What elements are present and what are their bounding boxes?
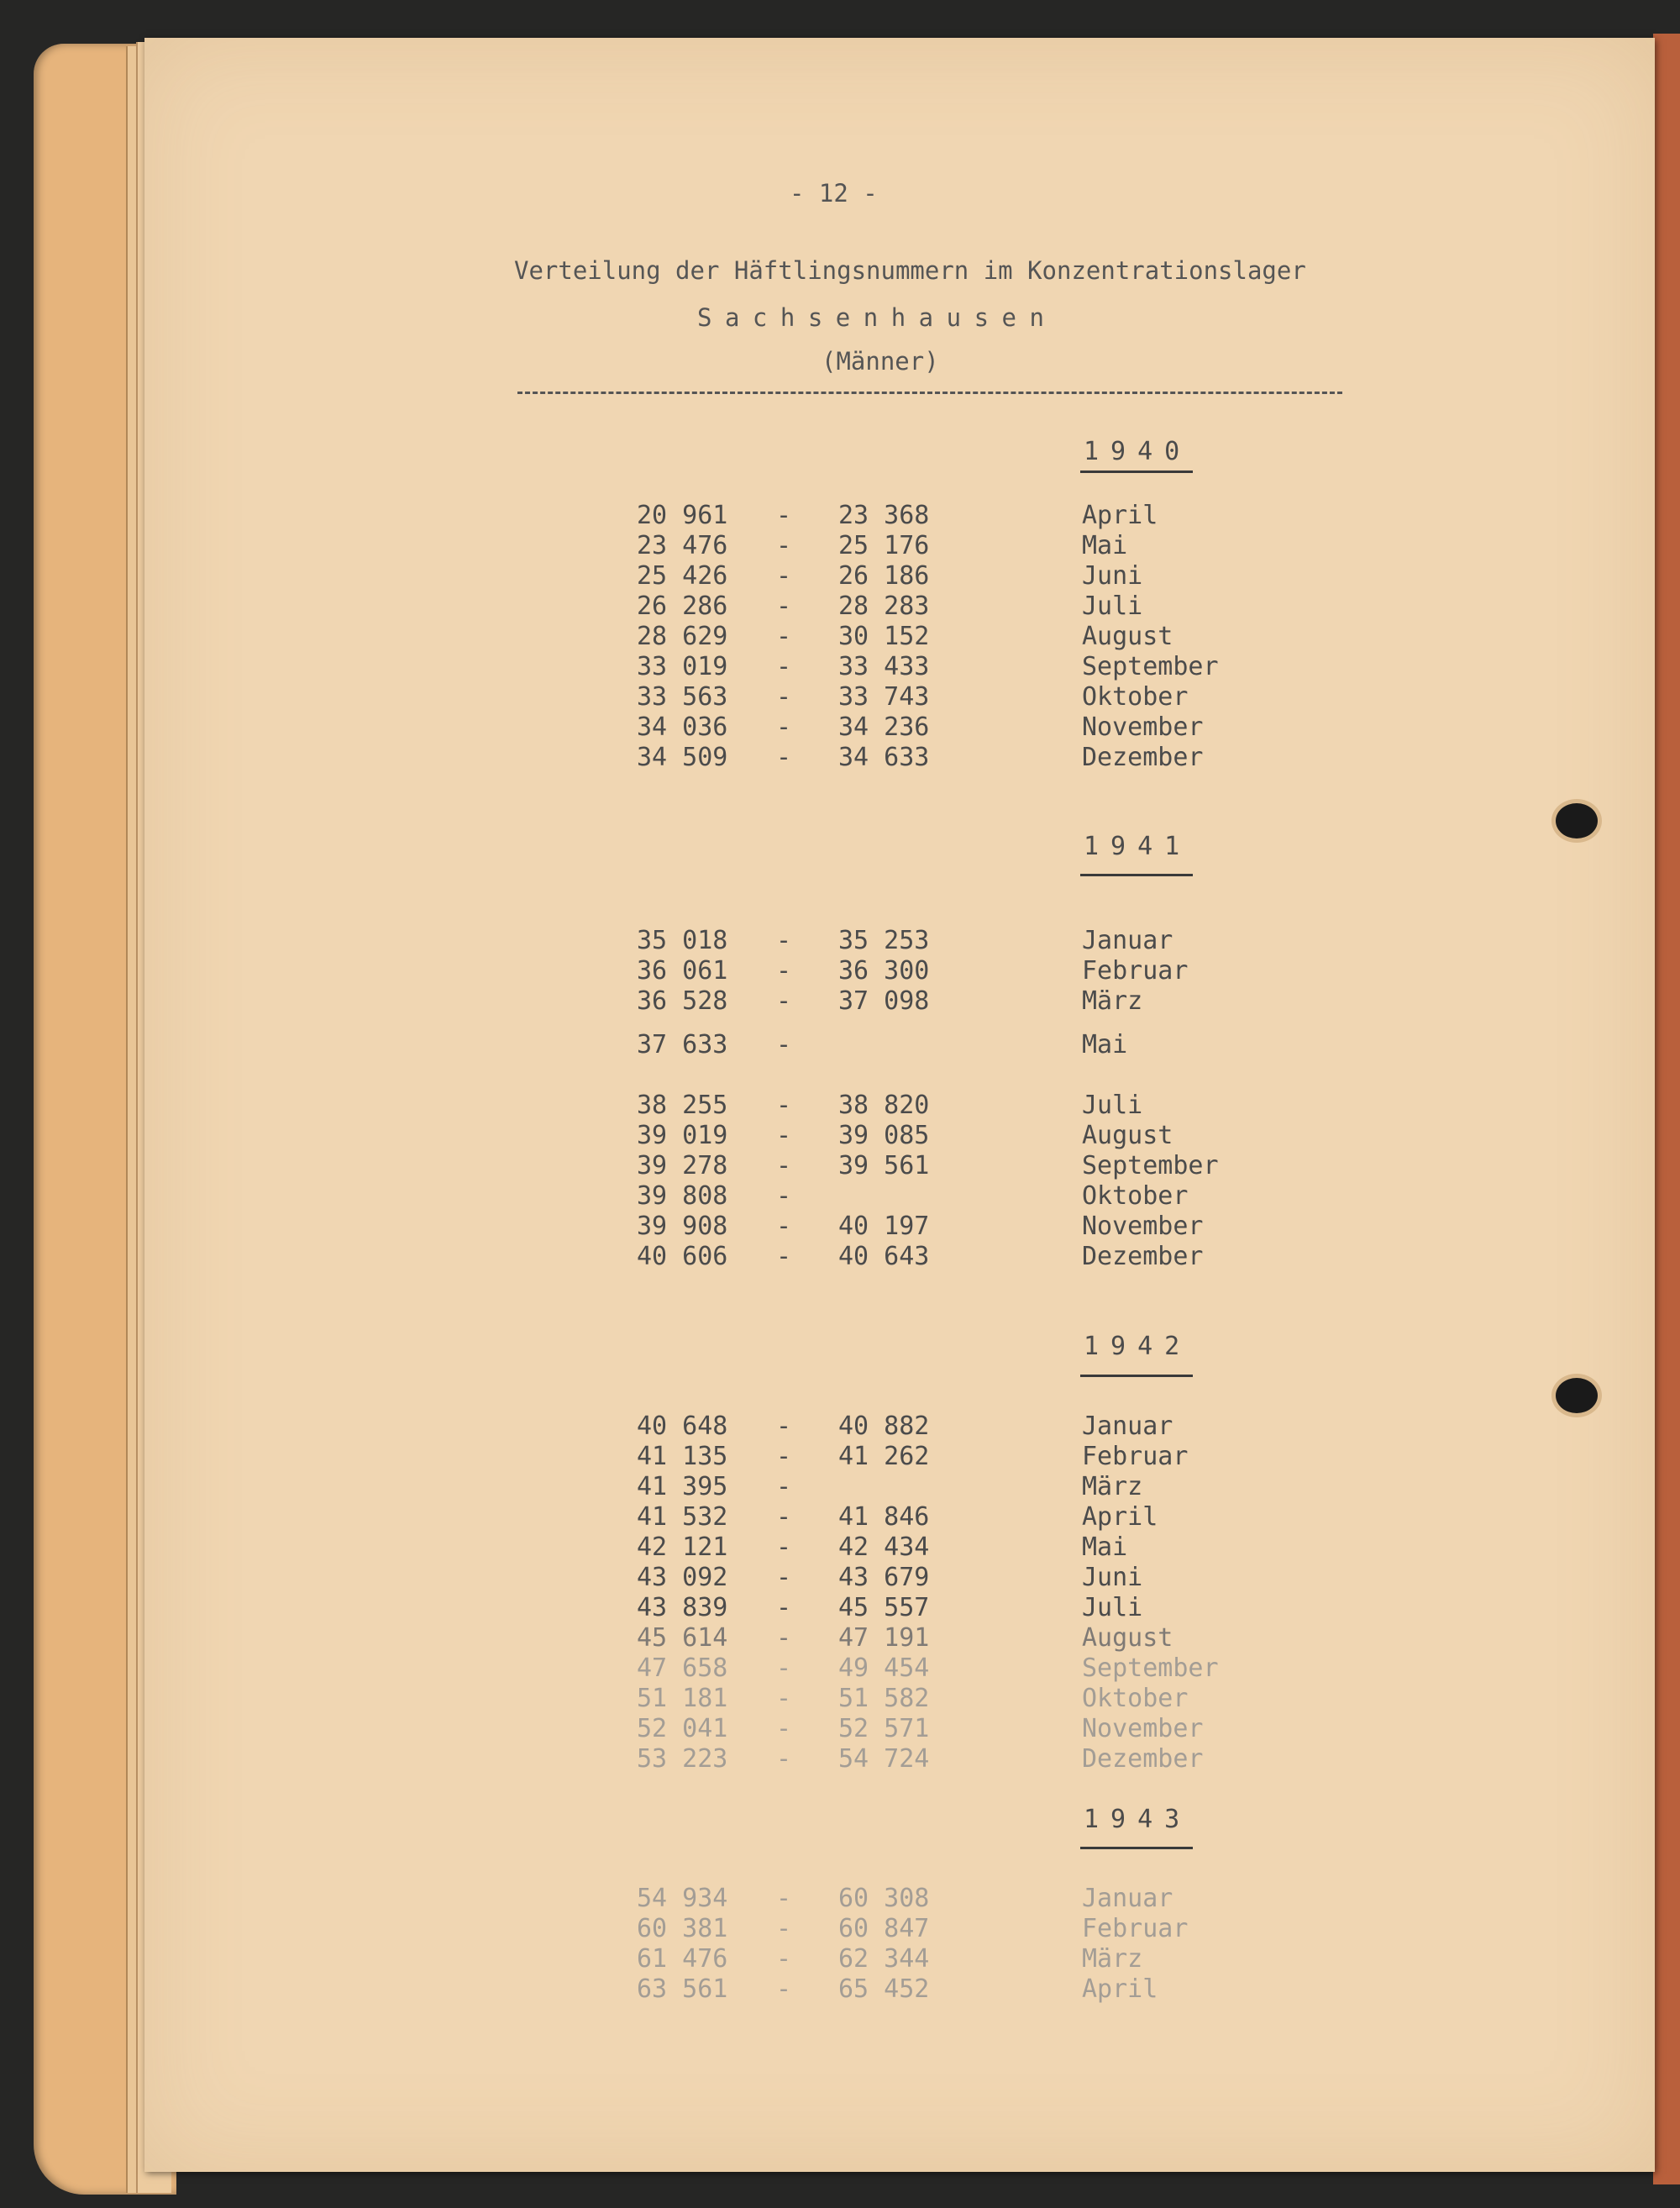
dashed-rule bbox=[517, 392, 1342, 394]
range-start-number: 37 633 bbox=[637, 1030, 728, 1059]
month-label: Juli bbox=[1082, 1091, 1143, 1120]
range-dash: - bbox=[776, 926, 792, 955]
range-start-number: 51 181 bbox=[637, 1684, 728, 1713]
month-label: Oktober bbox=[1082, 1181, 1189, 1211]
range-start-number: 23 476 bbox=[637, 531, 728, 560]
range-end-number: 37 098 bbox=[838, 986, 930, 1016]
range-start-number: 28 629 bbox=[637, 622, 728, 651]
range-dash: - bbox=[776, 1121, 792, 1150]
range-dash: - bbox=[776, 956, 792, 986]
range-dash: - bbox=[776, 1653, 792, 1683]
range-start-number: 54 934 bbox=[637, 1884, 728, 1913]
year-underline bbox=[1080, 1847, 1193, 1849]
year-underline bbox=[1080, 471, 1193, 473]
range-dash: - bbox=[776, 1442, 792, 1471]
range-end-number: 34 236 bbox=[838, 712, 930, 742]
range-end-number: 51 582 bbox=[838, 1684, 930, 1713]
range-dash: - bbox=[776, 591, 792, 621]
range-dash: - bbox=[776, 652, 792, 681]
range-dash: - bbox=[776, 561, 792, 591]
range-dash: - bbox=[776, 1030, 792, 1059]
range-end-number: 42 434 bbox=[838, 1532, 930, 1562]
range-end-number: 35 253 bbox=[838, 926, 930, 955]
month-label: September bbox=[1082, 652, 1219, 681]
year-heading: 1943 bbox=[1084, 1805, 1192, 1834]
range-start-number: 63 561 bbox=[637, 1974, 728, 2004]
range-dash: - bbox=[776, 1151, 792, 1180]
range-start-number: 36 528 bbox=[637, 986, 728, 1016]
range-end-number: 39 085 bbox=[838, 1121, 930, 1150]
range-end-number: 40 882 bbox=[838, 1412, 930, 1441]
range-dash: - bbox=[776, 986, 792, 1016]
range-start-number: 41 135 bbox=[637, 1442, 728, 1471]
month-label: Juli bbox=[1082, 591, 1143, 621]
range-end-number: 62 344 bbox=[838, 1944, 930, 1974]
camp-name: Sachsenhausen bbox=[697, 303, 1058, 332]
range-end-number: 52 571 bbox=[838, 1714, 930, 1743]
range-dash: - bbox=[776, 1884, 792, 1913]
month-label: Dezember bbox=[1082, 1744, 1204, 1774]
range-start-number: 33 019 bbox=[637, 652, 728, 681]
range-end-number: 40 643 bbox=[838, 1242, 930, 1271]
range-end-number: 25 176 bbox=[838, 531, 930, 560]
month-label: März bbox=[1082, 1944, 1143, 1974]
month-label: September bbox=[1082, 1653, 1219, 1683]
range-end-number: 23 368 bbox=[838, 501, 930, 530]
month-label: Oktober bbox=[1082, 682, 1189, 712]
range-dash: - bbox=[776, 1242, 792, 1271]
range-start-number: 36 061 bbox=[637, 956, 728, 986]
range-end-number: 41 846 bbox=[838, 1502, 930, 1532]
month-label: November bbox=[1082, 712, 1204, 742]
range-dash: - bbox=[776, 1502, 792, 1532]
range-end-number: 54 724 bbox=[838, 1744, 930, 1774]
range-end-number: 43 679 bbox=[838, 1563, 930, 1592]
month-label: Mai bbox=[1082, 1532, 1128, 1562]
month-label: Dezember bbox=[1082, 1242, 1204, 1271]
range-start-number: 26 286 bbox=[637, 591, 728, 621]
range-dash: - bbox=[776, 1212, 792, 1241]
range-dash: - bbox=[776, 682, 792, 712]
document-title: Verteilung der Häftlingsnummern im Konzentrationslager bbox=[514, 256, 1306, 285]
range-end-number: 38 820 bbox=[838, 1091, 930, 1120]
range-dash: - bbox=[776, 1472, 792, 1501]
month-label: September bbox=[1082, 1151, 1219, 1180]
month-label: Juni bbox=[1082, 561, 1143, 591]
range-dash: - bbox=[776, 1563, 792, 1592]
range-start-number: 43 092 bbox=[637, 1563, 728, 1592]
range-dash: - bbox=[776, 1532, 792, 1562]
range-start-number: 33 563 bbox=[637, 682, 728, 712]
range-start-number: 60 381 bbox=[637, 1914, 728, 1943]
range-start-number: 53 223 bbox=[637, 1744, 728, 1774]
range-end-number: 60 847 bbox=[838, 1914, 930, 1943]
year-underline bbox=[1080, 1375, 1193, 1377]
month-label: Februar bbox=[1082, 1914, 1189, 1943]
range-start-number: 38 255 bbox=[637, 1091, 728, 1120]
month-label: Januar bbox=[1082, 926, 1173, 955]
subtitle-men: (Männer) bbox=[822, 347, 939, 376]
range-end-number: 40 197 bbox=[838, 1212, 930, 1241]
range-start-number: 35 018 bbox=[637, 926, 728, 955]
range-end-number: 33 433 bbox=[838, 652, 930, 681]
range-dash: - bbox=[776, 531, 792, 560]
range-start-number: 39 908 bbox=[637, 1212, 728, 1241]
range-end-number: 47 191 bbox=[838, 1623, 930, 1653]
page-number: - 12 - bbox=[790, 179, 878, 208]
month-label: April bbox=[1082, 1502, 1158, 1532]
year-heading: 1941 bbox=[1084, 832, 1192, 861]
range-start-number: 40 606 bbox=[637, 1242, 728, 1271]
range-dash: - bbox=[776, 1593, 792, 1622]
range-start-number: 43 839 bbox=[637, 1593, 728, 1622]
range-dash: - bbox=[776, 743, 792, 772]
range-dash: - bbox=[776, 1623, 792, 1653]
range-end-number: 36 300 bbox=[838, 956, 930, 986]
range-dash: - bbox=[776, 1944, 792, 1974]
range-start-number: 39 278 bbox=[637, 1151, 728, 1180]
month-label: Mai bbox=[1082, 1030, 1128, 1059]
range-start-number: 39 019 bbox=[637, 1121, 728, 1150]
month-label: August bbox=[1082, 1121, 1173, 1150]
range-start-number: 42 121 bbox=[637, 1532, 728, 1562]
range-dash: - bbox=[776, 1744, 792, 1774]
range-end-number: 30 152 bbox=[838, 622, 930, 651]
month-label: August bbox=[1082, 1623, 1173, 1653]
range-end-number: 65 452 bbox=[838, 1974, 930, 2004]
range-start-number: 25 426 bbox=[637, 561, 728, 591]
range-end-number: 45 557 bbox=[838, 1593, 930, 1622]
range-start-number: 34 036 bbox=[637, 712, 728, 742]
month-label: Oktober bbox=[1082, 1684, 1189, 1713]
month-label: Dezember bbox=[1082, 743, 1204, 772]
range-start-number: 20 961 bbox=[637, 501, 728, 530]
folder-spine bbox=[1653, 34, 1680, 2184]
month-label: November bbox=[1082, 1212, 1204, 1241]
month-label: Juli bbox=[1082, 1593, 1143, 1622]
range-start-number: 41 532 bbox=[637, 1502, 728, 1532]
month-label: April bbox=[1082, 1974, 1158, 2004]
range-end-number: 41 262 bbox=[838, 1442, 930, 1471]
range-dash: - bbox=[776, 1714, 792, 1743]
range-start-number: 39 808 bbox=[637, 1181, 728, 1211]
range-end-number: 28 283 bbox=[838, 591, 930, 621]
month-label: Mai bbox=[1082, 531, 1128, 560]
range-dash: - bbox=[776, 1914, 792, 1943]
range-end-number: 60 308 bbox=[838, 1884, 930, 1913]
month-label: August bbox=[1082, 622, 1173, 651]
range-dash: - bbox=[776, 1412, 792, 1441]
punch-hole bbox=[1556, 803, 1598, 839]
month-label: Juni bbox=[1082, 1563, 1143, 1592]
month-label: November bbox=[1082, 1714, 1204, 1743]
year-underline bbox=[1080, 874, 1193, 876]
month-label: März bbox=[1082, 986, 1143, 1016]
month-label: Februar bbox=[1082, 956, 1189, 986]
range-end-number: 26 186 bbox=[838, 561, 930, 591]
range-end-number: 39 561 bbox=[838, 1151, 930, 1180]
range-end-number: 34 633 bbox=[838, 743, 930, 772]
range-dash: - bbox=[776, 1684, 792, 1713]
year-heading: 1940 bbox=[1084, 437, 1192, 466]
range-dash: - bbox=[776, 1181, 792, 1211]
range-dash: - bbox=[776, 1974, 792, 2004]
range-start-number: 34 509 bbox=[637, 743, 728, 772]
range-dash: - bbox=[776, 1091, 792, 1120]
range-start-number: 45 614 bbox=[637, 1623, 728, 1653]
month-label: Februar bbox=[1082, 1442, 1189, 1471]
range-start-number: 61 476 bbox=[637, 1944, 728, 1974]
year-heading: 1942 bbox=[1084, 1332, 1192, 1361]
range-start-number: 40 648 bbox=[637, 1412, 728, 1441]
range-dash: - bbox=[776, 712, 792, 742]
punch-hole bbox=[1556, 1378, 1598, 1413]
range-end-number: 49 454 bbox=[838, 1653, 930, 1683]
month-label: Januar bbox=[1082, 1884, 1173, 1913]
month-label: Januar bbox=[1082, 1412, 1173, 1441]
range-dash: - bbox=[776, 501, 792, 530]
month-label: April bbox=[1082, 501, 1158, 530]
range-start-number: 52 041 bbox=[637, 1714, 728, 1743]
range-dash: - bbox=[776, 622, 792, 651]
range-start-number: 47 658 bbox=[637, 1653, 728, 1683]
range-start-number: 41 395 bbox=[637, 1472, 728, 1501]
month-label: März bbox=[1082, 1472, 1143, 1501]
range-end-number: 33 743 bbox=[838, 682, 930, 712]
